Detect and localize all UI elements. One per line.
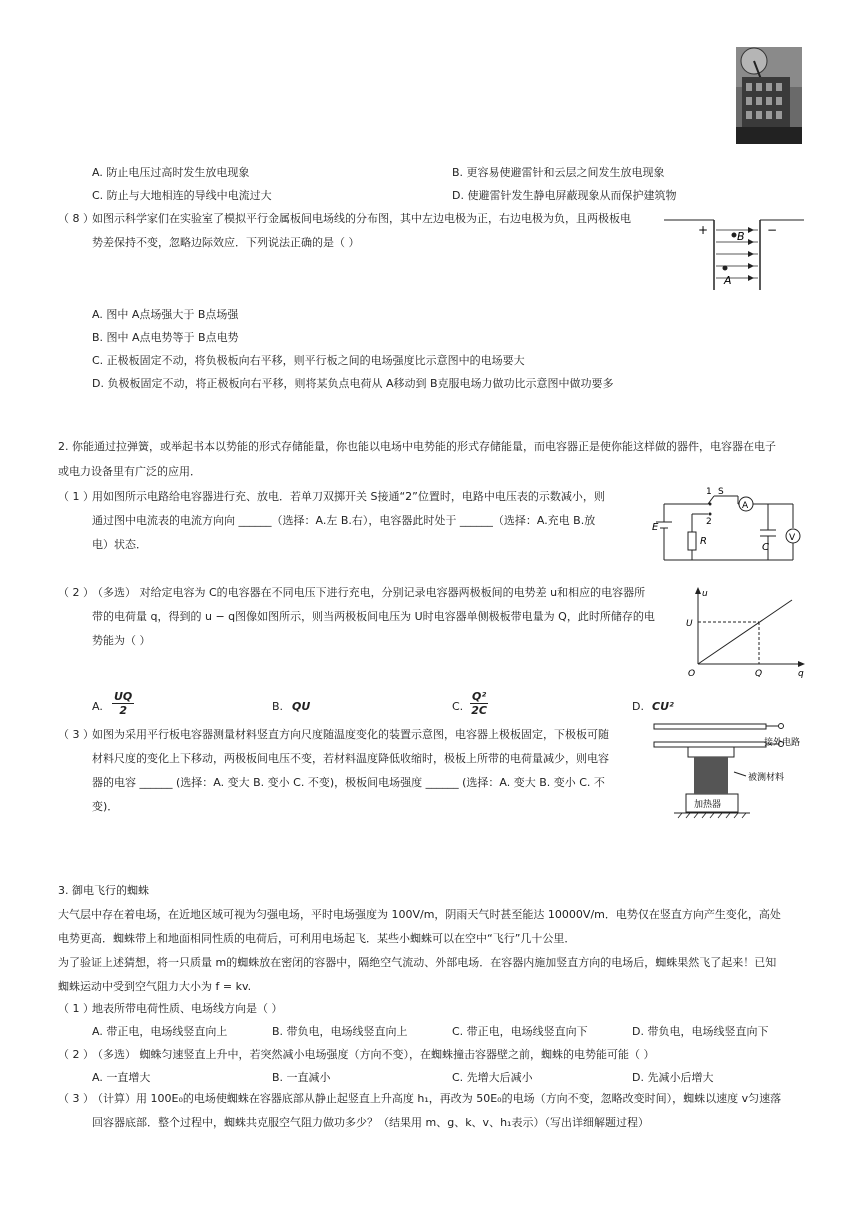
q8-option-d: D. 负极板固定不动，将正极板向右平移，则将某负点电荷从 A移动到 B克服电场力做功比示意图中做功要多 xyxy=(92,377,614,390)
p2s3-line2: 材料尺度的变化上下移动，两极板间电压不变，若材料温度降低收缩时，极板上所带的电荷量减少，则电容 xyxy=(92,752,609,765)
p2-intro-line1: 2. 你能通过拉弹簧，或举起书本以势能的形式存储能量，你也能以电场中电势能的形式存储能量，而电容器正是使你能这样做的器件，电容器在电子 xyxy=(58,440,776,453)
p2s2-line1: （多选） 对给定电容为 C的电容器在不同电压下进行充电，分别记录电容器两极板间的电势差 u和相应的电容器所 xyxy=(92,586,646,599)
q7-option-a: A. 防止电压过高时发生放电现象 xyxy=(92,166,250,179)
fraction-a-numerator: UQ xyxy=(114,690,133,703)
q8-number: （ 8 ） xyxy=(58,212,94,225)
q8-option-a: A. 图中 A点场强大于 B点场强 xyxy=(92,308,239,321)
battery-e-label: E xyxy=(652,522,659,533)
switch-pos2-label: 2 xyxy=(706,517,712,527)
q-tick-label: Q xyxy=(755,669,763,678)
lightning-rod-photo xyxy=(736,47,802,144)
switch-s-label: S xyxy=(718,487,724,497)
p3s2-option-d: D. 先减小后增大 xyxy=(632,1071,714,1084)
external-circuit-label: 接外电路 xyxy=(764,738,801,748)
p2s2-line2: 带的电荷量 q，得到的 u − q图像如图所示，则当两极板间电压为 U时电容器单侧极板带电量为 Q，此时所储存的电 xyxy=(92,610,655,623)
p3s2-option-b: B. 一直减小 xyxy=(272,1071,331,1084)
p2s2-option-a-label: A. xyxy=(92,700,103,713)
p2s2-line3: 势能为（ ） xyxy=(92,634,151,647)
p3s1-number: （ 1 ） xyxy=(58,1002,94,1015)
field-lines-figure xyxy=(664,212,808,292)
origin-label: O xyxy=(688,669,696,678)
p3-intro-line2: 电势更高．蜘蛛带上和地面相同性质的电荷后，可利用电场起飞．某些小蜘蛛可以在空中“飞行”几十公里． xyxy=(58,932,576,945)
p2s1-number: （ 1 ） xyxy=(58,490,94,503)
heater-label: 加热器 xyxy=(694,800,722,810)
u-tick-label: U xyxy=(686,619,693,629)
p3s2-stem: （多选） 蜘蛛匀速竖直上升中，若突然减小电场强度（方向不变），在蜘蛛撞击容器壁之前，蜘蛛的电势能可能（ ） xyxy=(92,1048,655,1061)
p3-intro-line1: 大气层中存在着电场，在近地区域可视为匀强电场，平时电场强度为 100V/m，阴雨天气时甚至能达 10000V/m．电势仅在竖直方向产生变化，高处 xyxy=(58,908,781,921)
p2s3-line4: 变)． xyxy=(92,800,119,813)
thermal-capacitor-figure xyxy=(650,720,810,824)
point-b-dot xyxy=(732,233,737,238)
u-q-graph xyxy=(680,586,808,678)
point-b-label: B xyxy=(737,230,745,243)
q7-option-d: D. 使避雷针发生静电屏蔽现象从而保护建筑物 xyxy=(452,189,677,202)
q7-option-c: C. 防止与大地相连的导线中电流过大 xyxy=(92,189,272,202)
p3s2-option-a: A. 一直增大 xyxy=(92,1071,151,1084)
point-a-label: A xyxy=(724,274,732,287)
switch-pos1-label: 1 xyxy=(706,487,712,497)
p3s1-option-c: C. 带正电，电场线竖直向下 xyxy=(452,1025,588,1038)
minus-label: − xyxy=(767,223,778,237)
p2s3-line1: 如图为采用平行板电容器测量材料竖直方向尺度随温度变化的装置示意图，电容器上极板固定，下极板可随 xyxy=(92,728,609,741)
p3-intro-line4: 蜘蛛运动中受到空气阻力大小为 f = kv. xyxy=(58,980,252,993)
q8-option-b: B. 图中 A点电势等于 B点电势 xyxy=(92,331,239,344)
point-a-dot xyxy=(723,266,728,271)
fraction-c-numerator: Q² xyxy=(472,690,487,703)
p3s1-option-a: A. 带正电，电场线竖直向上 xyxy=(92,1025,228,1038)
q8-option-c: C. 正极板固定不动，将负极板向右平移，则平行板之间的电场强度比示意图中的电场要大 xyxy=(92,354,525,367)
p2s2-option-b-value: QU xyxy=(292,700,311,713)
p2s2-option-a-fraction xyxy=(112,690,134,717)
p2s2-option-d-value: CU² xyxy=(652,700,674,713)
p2s3-number: （ 3 ） xyxy=(58,728,94,741)
p3s2-option-c: C. 先增大后减小 xyxy=(452,1071,533,1084)
p2s1-line3: 电）状态． xyxy=(92,538,147,551)
p2s1-line2: 通过图中电流表的电流方向向 ______（选择：A.左 B.右），电容器此时处于 ______（选择：A.充电 B.放 xyxy=(92,514,596,527)
ammeter-label: A xyxy=(742,501,749,511)
q8-stem-line1: 如图示科学家们在实验室了模拟平行金属板间电场线的分布图，其中左边电极为正，右边电极为负，且两极板电 xyxy=(92,212,631,225)
p3s1-option-d: D. 带负电，电场线竖直向下 xyxy=(632,1025,769,1038)
p2s2-option-b-label: B. xyxy=(272,700,284,713)
resistor-r-label: R xyxy=(700,536,707,547)
axis-u-label: u xyxy=(702,589,708,599)
material-label: 被测材料 xyxy=(748,773,785,783)
plus-label: + xyxy=(698,223,709,237)
p3-title: 3. 御电飞行的蜘蛛 xyxy=(58,884,149,897)
voltmeter-label: V xyxy=(789,533,796,543)
p3-intro-line3: 为了验证上述猜想，将一只质量 m的蜘蛛放在密闭的容器中，隔绝空气流动、外部电场．在容器内施加竖直方向的电场后，蜘蛛果然飞了起来！已知 xyxy=(58,956,777,969)
p3s1-stem: 地表所带电荷性质、电场线方向是（ ） xyxy=(92,1002,283,1015)
test-material xyxy=(694,757,728,794)
p2-intro-line2: 或电力设备里有广泛的应用． xyxy=(58,465,201,478)
axis-q-label: q xyxy=(798,669,804,678)
q8-stem-line2: 势差保持不变，忽略边际效应．下列说法正确的是（ ） xyxy=(92,236,360,249)
p2s2-option-c-label: C. xyxy=(452,700,464,713)
fraction-a-denominator: 2 xyxy=(119,704,127,717)
p3s1-option-b: B. 带负电，电场线竖直向上 xyxy=(272,1025,408,1038)
p3s3-number: （ 3 ） xyxy=(58,1092,94,1105)
charging-circuit-figure xyxy=(648,484,808,568)
capacitor-c-label: C xyxy=(762,542,769,553)
p3s2-number: （ 2 ） xyxy=(58,1048,94,1061)
p2s3-line3: 器的电容 ______ (选择：A. 变大 B. 变小 C. 不变)，极板间电场强度 ______ (选择：A. 变大 B. 变小 C. 不 xyxy=(92,776,605,789)
q7-option-b: B. 更容易使避雷针和云层之间发生放电现象 xyxy=(452,166,665,179)
p2s1-line1: 用如图所示电路给电容器进行充、放电．若单刀双掷开关 S接通“2”位置时，电路中电压表的示数减小，则 xyxy=(92,490,605,503)
fraction-c-denominator: 2C xyxy=(471,704,487,717)
p3s3-line2: 回容器底部．整个过程中，蜘蛛共克服空气阻力做功多少？（结果用 m、g、k、v、h₁表示）（写出详细解题过程） xyxy=(92,1116,649,1129)
p2s2-number: （ 2 ） xyxy=(58,586,94,599)
p2s2-option-d-label: D. xyxy=(632,700,644,713)
p2s2-option-c-fraction xyxy=(470,690,488,717)
p3s3-line1: （计算）用 100E₀的电场使蜘蛛在容器底部从静止起竖直上升高度 h₁，再改为 50E₀的电场（方向不变，忽略改变时间），蜘蛛以速度 v匀速落 xyxy=(92,1092,782,1105)
